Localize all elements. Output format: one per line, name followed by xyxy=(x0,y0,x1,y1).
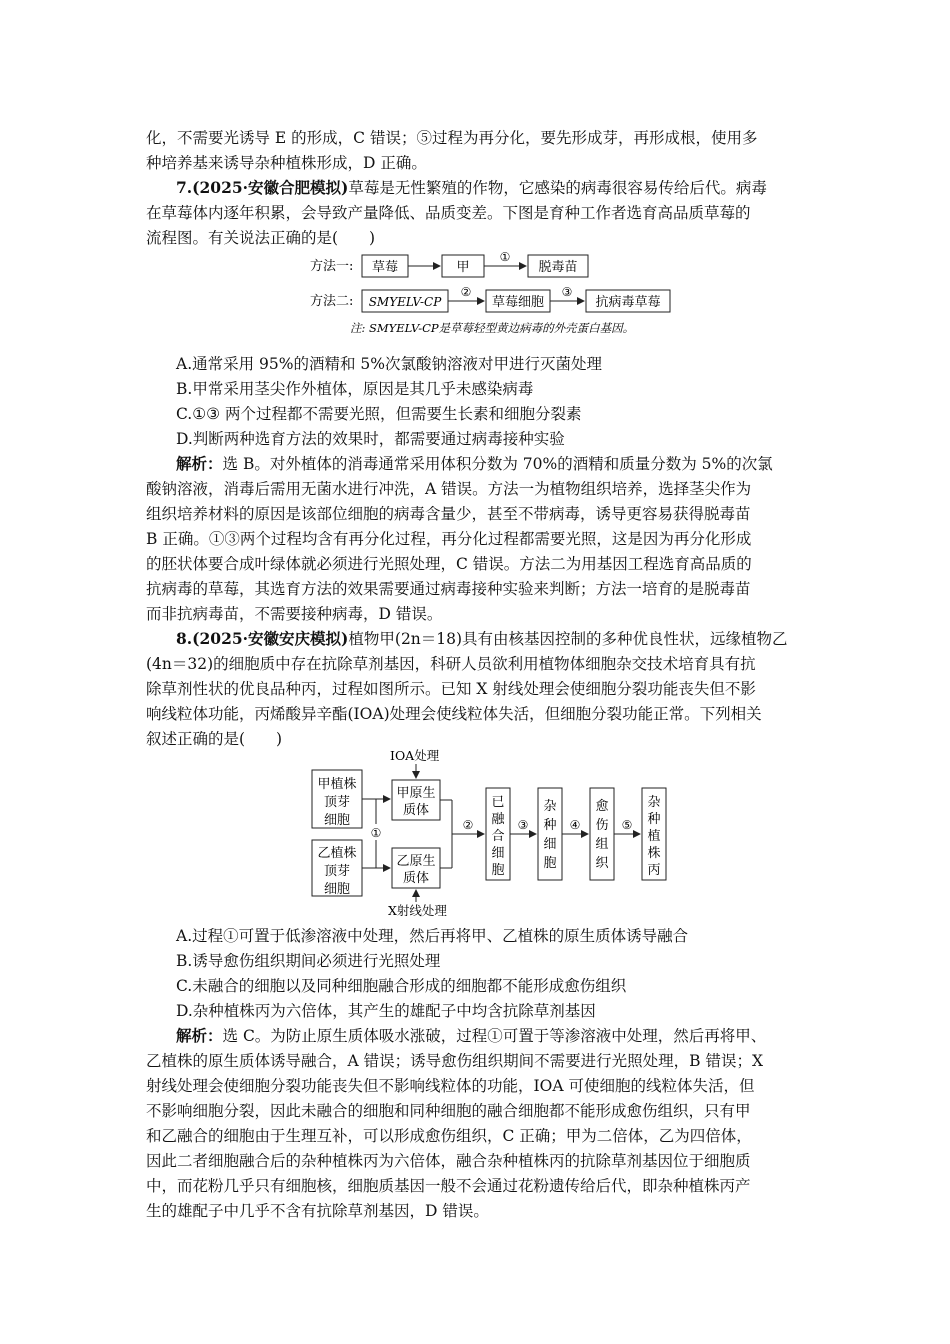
text-line: 化，不需要光诱导 E 的形成，C 错误；⑤过程为再分化，要先形成芽，再形成根，使用多 xyxy=(146,129,758,147)
jia-bud-l2: 顶芽 xyxy=(323,795,351,810)
callus-c3: 组 xyxy=(595,837,609,852)
ioa-label: IOA处理 xyxy=(390,748,440,763)
analysis-line: 的胚状体要合成叶绿体就必须进行光照处理，C 错误。方法二为用基因工程选育高品质的 xyxy=(146,555,752,573)
jia-proto-l2: 质体 xyxy=(402,803,430,818)
plant-c2: 种 xyxy=(647,812,661,827)
step-2: ② xyxy=(460,285,472,299)
hybrid-c1: 杂 xyxy=(543,799,557,814)
step-5: ⑤ xyxy=(621,818,633,832)
jia-proto-l1: 甲原生 xyxy=(396,786,436,801)
q7-flowchart xyxy=(300,246,690,342)
callus-c4: 织 xyxy=(595,856,609,871)
yi-bud-l3: 细胞 xyxy=(323,882,351,897)
resistant-label: 抗病毒草莓 xyxy=(595,295,661,310)
plant-c5: 丙 xyxy=(647,863,661,878)
yi-bud-l1: 乙植株 xyxy=(317,846,357,861)
analysis-line: 中，而花粉几乎只有细胞核，细胞质基因一般不会通过花粉遗传给后代，即杂种植株丙产 xyxy=(146,1177,751,1195)
text-line: (4n＝32)的细胞质中存在抗除草剂基因，科研人员欲利用植物体细胞杂交技术培育具有抗 xyxy=(146,655,756,673)
text-line: 种培养基来诱导杂种植株形成，D 正确。 xyxy=(146,154,427,172)
analysis-line xyxy=(176,452,773,474)
text-line: 叙述正确的是( ) xyxy=(146,730,283,748)
analysis-line: B 正确。①③两个过程均含有再分化过程，再分化过程都需要光照，这是因为再分化形成 xyxy=(146,530,752,548)
jia-bud-l3: 细胞 xyxy=(323,813,351,828)
analysis-line: 和乙融合的细胞由于生理互补，可以形成愈伤组织，C 正确；甲为二倍体，乙为四倍体， xyxy=(146,1127,752,1145)
method-1-label: 方法一: xyxy=(310,259,354,274)
jia-label: 甲 xyxy=(456,260,470,275)
fused-c4: 细 xyxy=(491,846,505,861)
gene-label: SMYELV-CP xyxy=(368,295,442,309)
analysis-line: 组织培养材料的原因是该部位细胞的病毒含量少，甚至不带病毒，诱导更容易获得脱毒苗 xyxy=(146,505,751,523)
question-8-stem xyxy=(176,627,788,649)
text-line: 除草剂性状的优良品种丙，过程如图所示。已知 X 射线处理会使细胞分裂功能丧失但不影 xyxy=(146,680,756,698)
option-d: D.判断两种选育方法的效果时，都需要通过病毒接种实验 xyxy=(176,430,565,448)
method-2-label: 方法二: xyxy=(310,294,354,309)
option-c: C.①③ 两个过程都不需要光照，但需要生长素和细胞分裂素 xyxy=(176,405,582,423)
analysis-text: 选 B。对外植体的消毒通常采用体积分数为 70%的酒精和质量分数为 5%的次氯 xyxy=(222,455,773,473)
fused-c3: 合 xyxy=(491,829,505,844)
callus-c2: 伤 xyxy=(595,818,609,833)
hybrid-c2: 种 xyxy=(543,818,557,833)
hybrid-c3: 细 xyxy=(543,837,557,852)
analysis-line: 射线处理会使细胞分裂功能丧失但不影响线粒体的功能，IOA 可使细胞的线粒体失活，但 xyxy=(146,1077,755,1095)
text-line: 流程图。有关说法正确的是( ) xyxy=(146,229,376,247)
fused-c2: 融 xyxy=(491,812,505,827)
analysis-line xyxy=(176,1024,766,1046)
hybrid-c4: 胞 xyxy=(543,856,557,871)
analysis-line: 酸钠溶液，消毒后需用无菌水进行冲洗，A 错误。方法一为植物组织培养，选择茎尖作为 xyxy=(146,480,752,498)
callus-c1: 愈 xyxy=(595,799,609,814)
analysis-line: 乙植株的原生质体诱导融合，A 错误；诱导愈伤组织期间不需要进行光照处理，B 错误；X xyxy=(146,1052,763,1070)
text-line: 响线粒体功能，丙烯酸异辛酯(IOA)处理会使线粒体失活，但细胞分裂功能正常。下列相关 xyxy=(146,705,762,723)
question-7-source: 7.(2025·安徽合肥模拟) xyxy=(176,178,349,197)
question-8-source: 8.(2025·安徽安庆模拟) xyxy=(176,629,349,648)
analysis-line: 而非抗病毒苗，不需要接种病毒，D 错误。 xyxy=(146,605,443,623)
yi-proto-l1: 乙原生 xyxy=(396,854,436,869)
yi-proto-l2: 质体 xyxy=(402,871,430,886)
step-3: ③ xyxy=(561,285,573,299)
option-a: A.通常采用 95%的酒精和 5%次氯酸钠溶液对甲进行灭菌处理 xyxy=(176,355,603,373)
option-c: C.未融合的细胞以及同种细胞融合形成的细胞都不能形成愈伤组织 xyxy=(176,977,627,995)
fused-c5: 胞 xyxy=(491,863,505,878)
cell-label: 草莓细胞 xyxy=(491,295,545,310)
analysis-line: 不影响细胞分裂，因此未融合的细胞和同种细胞的融合细胞都不能形成愈伤组织，只有甲 xyxy=(146,1102,751,1120)
text-line: 在草莓体内逐年积累，会导致产量降低、品质变差。下图是育种工作者选育高品质草莓的 xyxy=(146,204,751,222)
fused-c1: 已 xyxy=(491,795,505,810)
xray-label: X射线处理 xyxy=(388,903,447,918)
step-2: ② xyxy=(462,818,474,832)
strawberry-label: 草莓 xyxy=(371,260,399,275)
step-1: ① xyxy=(370,826,382,840)
stem-text: 植物甲(2n＝18)具有由核基因控制的多种优良性状，远缘植物乙 xyxy=(348,630,788,648)
step-3: ③ xyxy=(517,818,529,832)
virus-free-label: 脱毒苗 xyxy=(538,260,578,275)
jia-bud-l1: 甲植株 xyxy=(317,777,357,792)
q8-flowchart xyxy=(300,744,680,924)
figure-note: 注: SMYELV-CP是草莓轻型黄边病毒的外壳蛋白基因。 xyxy=(350,321,635,335)
plant-c4: 株 xyxy=(647,846,661,861)
step-1: ① xyxy=(499,250,511,264)
option-d: D.杂种植株丙为六倍体，其产生的雄配子中均含抗除草剂基因 xyxy=(176,1002,596,1020)
plant-c1: 杂 xyxy=(647,795,661,810)
yi-bud-l2: 顶芽 xyxy=(323,864,351,879)
question-7-stem xyxy=(176,176,767,198)
option-b: B.诱导愈伤组织期间必须进行光照处理 xyxy=(176,952,441,970)
analysis-label: 解析： xyxy=(176,1026,223,1045)
option-a: A.过程①可置于低渗溶液中处理，然后再将甲、乙植株的原生质体诱导融合 xyxy=(176,927,689,945)
step-4: ④ xyxy=(569,818,581,832)
analysis-line: 因此二者细胞融合后的杂种植株丙为六倍体，融合杂种植株丙的抗除草剂基因位于细胞质 xyxy=(146,1152,751,1170)
analysis-text: 选 C。为防止原生质体吸水涨破，过程①可置于等渗溶液中处理，然后再将甲、 xyxy=(222,1027,767,1045)
option-b: B.甲常采用茎尖作外植体，原因是其几乎未感染病毒 xyxy=(176,380,534,398)
analysis-line: 抗病毒的草莓，其选育方法的效果需要通过病毒接种实验来判断；方法一培育的是脱毒苗 xyxy=(146,580,751,598)
analysis-label: 解析： xyxy=(176,454,223,473)
stem-text: 草莓是无性繁殖的作物，它感染的病毒很容易传给后代。病毒 xyxy=(348,179,767,197)
plant-c3: 植 xyxy=(647,829,661,844)
analysis-line: 生的雄配子中几乎不含有抗除草剂基因，D 错误。 xyxy=(146,1202,489,1220)
